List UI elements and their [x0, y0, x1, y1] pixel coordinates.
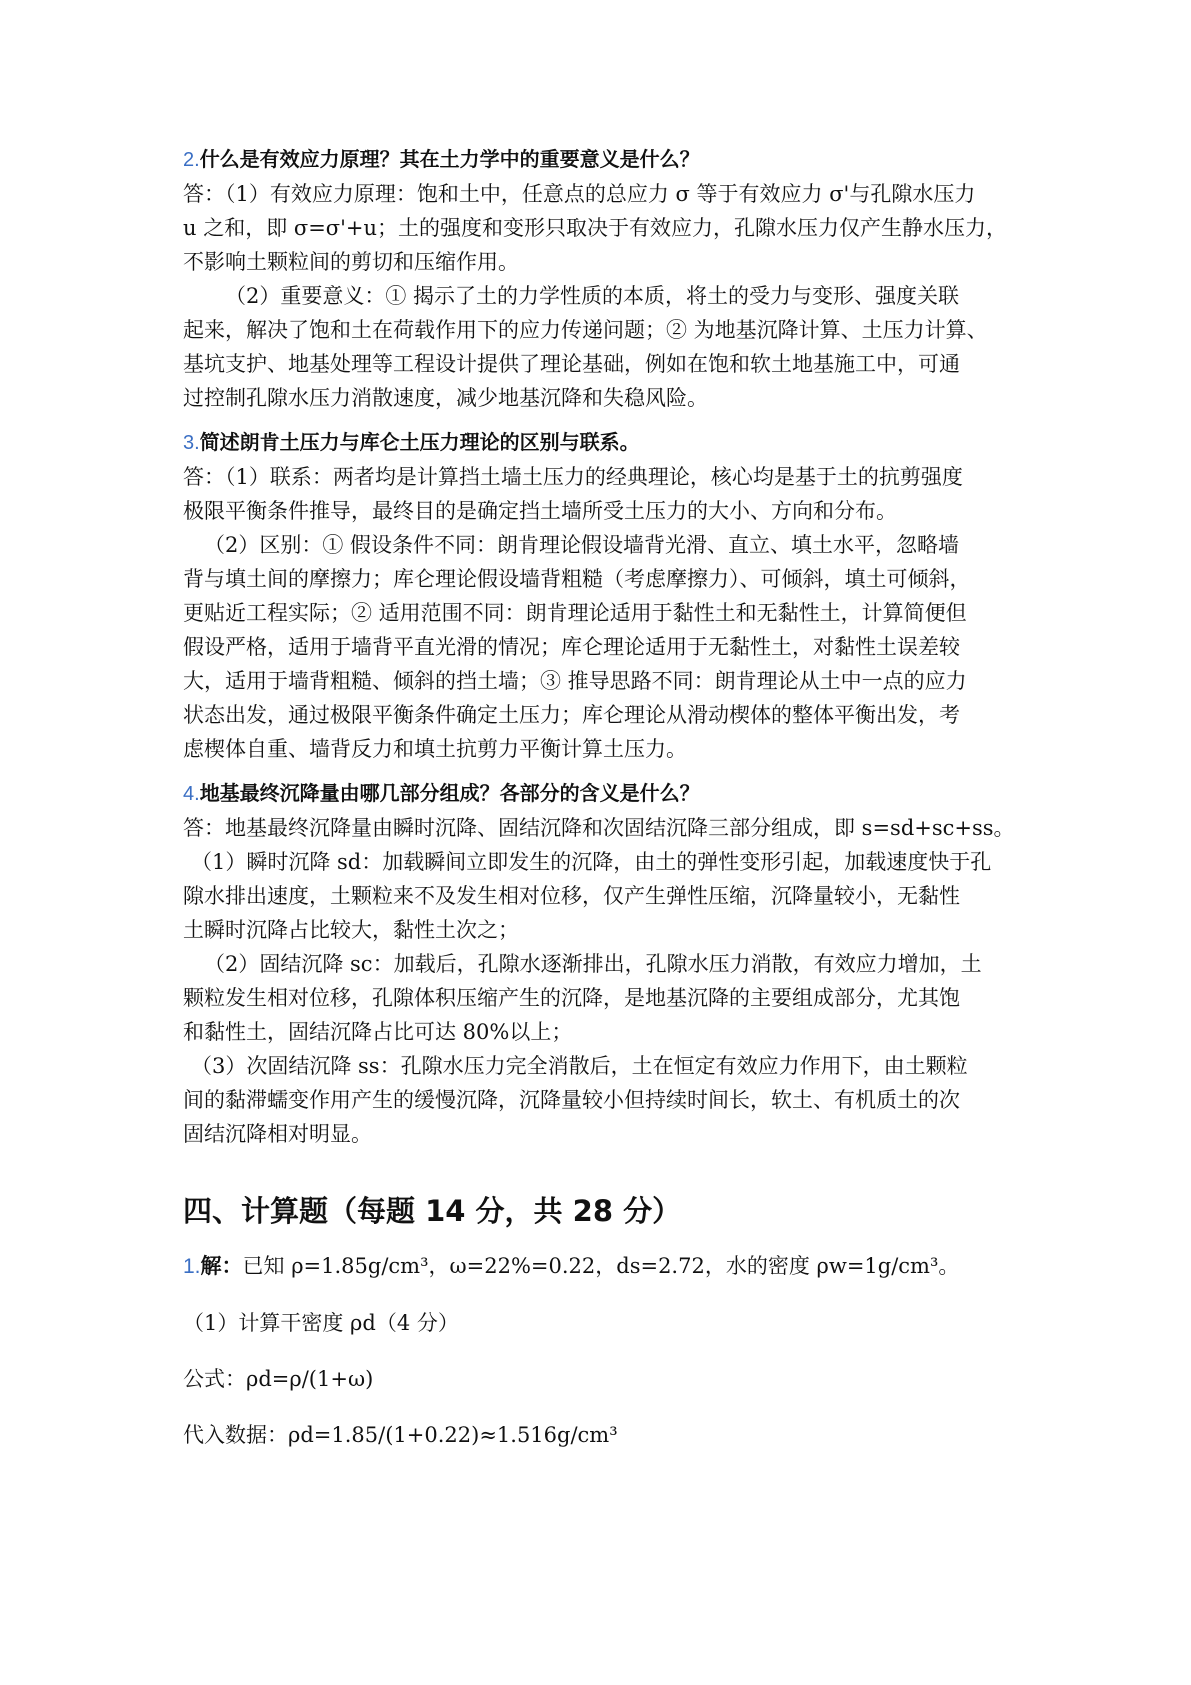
- calc-substitute: 代入数据：ρd=1.85/(1+0.22)≈1.516g/cm³: [183, 1423, 618, 1447]
- answer-line: 颗粒发生相对位移，孔隙体积压缩产生的沉降，是地基沉降的主要组成部分，尤其饱: [183, 986, 960, 1010]
- section-heading: 四、计算题（每题 14 分，共 28 分）: [183, 1194, 682, 1228]
- answer-line: 假设严格，适用于墙背平直光滑的情况；库仑理论适用于无黏性土，对黏性土误差较: [183, 635, 960, 659]
- answer-line: （2）固结沉降 sc：加载后，孔隙水逐渐排出，孔隙水压力消散，有效应力增加，土: [204, 952, 982, 976]
- answer-line: 虑楔体自重、墙背反力和填土抗剪力平衡计算土压力。: [183, 737, 687, 761]
- question-number: 4.: [183, 783, 200, 805]
- answer-line: 和黏性土，固结沉降占比可达 80%以上；: [183, 1020, 573, 1044]
- calc-label: 解：: [200, 1254, 243, 1278]
- answer-line: 起来，解决了饱和土在荷载作用下的应力传递问题；② 为地基沉降计算、土压力计算、: [183, 318, 988, 342]
- answer-line: 背与填土间的摩擦力；库仑理论假设墙背粗糙（考虑摩擦力）、可倾斜，填土可倾斜，: [183, 567, 971, 591]
- calc-given: 1.解：已知 ρ=1.85g/cm³，ω=22%=0.22，ds=2.72，水的密度 ρw=1g/cm³。: [183, 1254, 960, 1278]
- answer-line: 土瞬时沉降占比较大，黏性土次之；: [183, 918, 519, 942]
- answer-line: （1）瞬时沉降 sd：加载瞬间立即发生的沉降，由土的弹性变形引起，加载速度快于孔: [191, 850, 992, 874]
- answer-line: 答：（1）有效应力原理：饱和土中，任意点的总应力 σ 等于有效应力 σ'与孔隙水压力: [183, 182, 976, 206]
- answer-line: 不影响土颗粒间的剪切和压缩作用。: [183, 250, 519, 274]
- answer-line: 状态出发，通过极限平衡条件确定土压力；库仑理论从滑动楔体的整体平衡出发，考: [183, 703, 960, 727]
- answer-line: 隙水排出速度，土颗粒来不及发生相对位移，仅产生弹性压缩，沉降量较小，无黏性: [183, 884, 960, 908]
- question-number: 3.: [183, 432, 200, 454]
- question-4-title: 4.地基最终沉降量由哪几部分组成？各部分的含义是什么？: [183, 781, 700, 805]
- answer-line: u 之和，即 σ=σ'+u；土的强度和变形只取决于有效应力，孔隙水压力仅产生静水压力，: [183, 216, 1008, 240]
- document-page: [183, 142, 1033, 1452]
- answer-line: （3）次固结沉降 ss：孔隙水压力完全消散后，土在恒定有效应力作用下，由土颗粒: [191, 1054, 968, 1078]
- answer-line: 固结沉降相对明显。: [183, 1122, 372, 1146]
- answer-line: 基坑支护、地基处理等工程设计提供了理论基础，例如在饱和软土地基施工中，可通: [183, 352, 960, 376]
- answer-line: 过控制孔隙水压力消散速度，减少地基沉降和失稳风险。: [183, 386, 708, 410]
- calc-step-1: （1）计算干密度 ρd（4 分）: [183, 1311, 459, 1335]
- question-2-title: 2.什么是有效应力原理？其在土力学中的重要意义是什么？: [183, 147, 700, 171]
- answer-line: 大，适用于墙背粗糙、倾斜的挡土墙；③ 推导思路不同：朗肯理论从土中一点的应力: [183, 669, 967, 693]
- answer-line: 极限平衡条件推导，最终目的是确定挡土墙所受土压力的大小、方向和分布。: [183, 499, 897, 523]
- question-3-title: 3.简述朗肯土压力与库仑土压力理论的区别与联系。: [183, 430, 640, 454]
- answer-line: 答：（1）联系：两者均是计算挡土墙土压力的经典理论，核心均是基于土的抗剪强度: [183, 465, 963, 489]
- question-number: 2.: [183, 149, 200, 171]
- answer-line: （2）重要意义：① 揭示了土的力学性质的本质，将土的受力与变形、强度关联: [225, 284, 960, 308]
- answer-line: 更贴近工程实际；② 适用范围不同：朗肯理论适用于黏性土和无黏性土，计算简便但: [183, 601, 967, 625]
- answer-line: 答：地基最终沉降量由瞬时沉降、固结沉降和次固结沉降三部分组成，即 s=sd+sc+ss。: [183, 816, 1015, 840]
- calc-number: 1.: [183, 1255, 201, 1278]
- answer-line: 间的黏滞蠕变作用产生的缓慢沉降，沉降量较小但持续时间长，软土、有机质土的次: [183, 1088, 960, 1112]
- calc-formula: 公式：ρd=ρ/(1+ω): [183, 1367, 374, 1391]
- answer-line: （2）区别：① 假设条件不同：朗肯理论假设墙背光滑、直立、填土水平，忽略墙: [204, 533, 960, 557]
